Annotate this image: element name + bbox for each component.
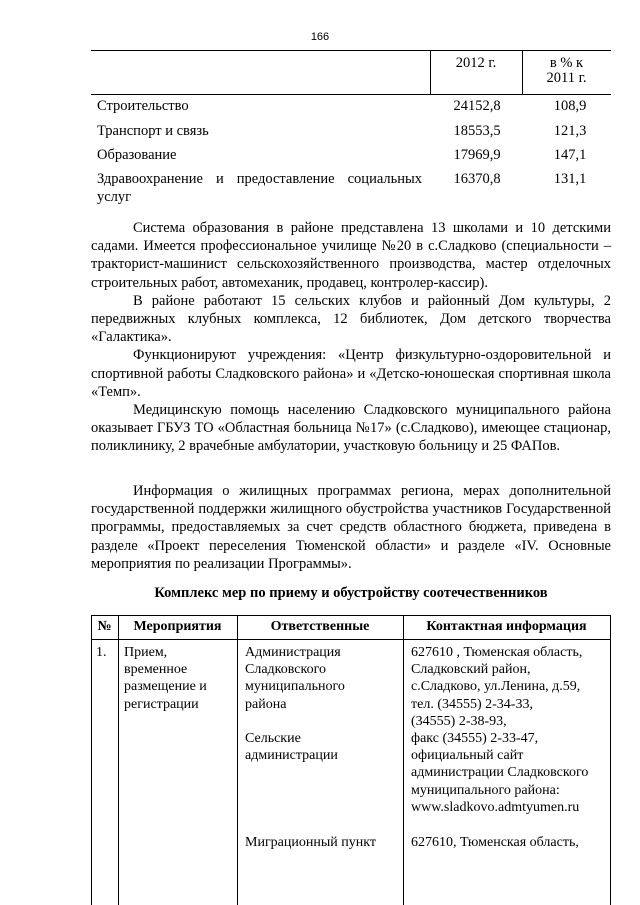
table-row	[91, 170, 611, 206]
activity-cell: Прием, временное размещение и регистрации	[124, 645, 207, 712]
measures-table	[91, 615, 611, 905]
header-contact: Контактная информация	[426, 619, 587, 634]
row-percent: 131,1	[553, 171, 587, 187]
paragraph-medicine: Медицинскую помощь населению Сладковского муниципального района оказывает ГБУЗ ТО «Областная больница №17» (с.Сладково), имеющее стационар, поликлинику, 2 врачебные амбулатории, участковую больницу и 25 ФАПов.	[91, 402, 611, 455]
column-border	[237, 615, 238, 905]
row-percent: 121,3	[553, 123, 587, 139]
row-value: 24152,8	[453, 98, 501, 114]
responsible-migration-point: Миграционный пункт	[245, 835, 376, 850]
table-row	[91, 97, 611, 119]
table-top-rule	[91, 50, 611, 51]
contact-cell: 627610 , Тюменская область, Сладковский район, с.Сладково, ул.Ленина, д.59, тел. (34555) 2-34-33, (34555) 2-38-93, факс (34555) 2-33-47, официальный сайт администрации Сладковского муниципального района: www.sladkovo.admtyumen.ru	[411, 645, 589, 815]
paragraph-housing: Информация о жилищных программах региона, мерах дополнительной государственной поддержки жилищного обустройства участников Государственной программы, предоставляемых за счет средств областного бюджета, приведена в разделе «Проект переселения Тюменской области» и разделе «IV. Основные мероприятия по реализации Программы».	[91, 483, 611, 572]
column-border	[610, 615, 611, 905]
section-heading: Комплекс мер по приему и обустройству соотечественников	[154, 585, 548, 601]
responsible-rural-administrations: Сельские администрации	[245, 731, 338, 764]
paragraph-culture: В районе работают 15 сельских клубов и районный Дом культуры, 2 передвижных клубных комплекса, 12 библиотек, Дом детского творчества «Галактика».	[91, 292, 611, 346]
row-label: Здравоохранение и предоставление социальных услуг	[97, 171, 422, 205]
row-label: Строительство	[97, 98, 189, 114]
header-bottom-rule	[91, 94, 611, 95]
table-row	[91, 122, 611, 144]
paragraph-block	[91, 219, 611, 456]
column-border	[403, 615, 404, 905]
page-number: 166	[310, 31, 330, 43]
header-number: №	[97, 619, 112, 634]
row-percent: 147,1	[553, 147, 587, 163]
row-value: 16370,8	[453, 171, 501, 187]
table-row	[91, 146, 611, 168]
row-value: 17969,9	[453, 147, 501, 163]
paragraph-sports: Функционируют учреждения: «Центр физкультурно-оздоровительной и спортивной работы Сладковского района» и «Детско-юношеская спортивная школа «Темп».	[91, 347, 611, 400]
column-header-percent: в % к 2011 г.	[546, 55, 587, 86]
column-header-year: 2012 г.	[455, 55, 497, 71]
row-value: 18553,5	[453, 123, 501, 139]
header-responsible: Ответственные	[270, 619, 370, 634]
paragraph-education: Система образования в районе представлена 13 школами и 10 детскими садами. Имеется профессиональное училище №20 в с.Сладково (специальности – тракторист-машинист сельскохозяйственного производства, мастер отделочных строительных работ, автомеханик, продавец, контролер-кассир).	[91, 220, 611, 291]
statistics-table	[91, 50, 611, 206]
column-border	[91, 615, 92, 905]
contact-cell-migration: 627610, Тюменская область,	[411, 835, 579, 850]
table-top-rule	[91, 615, 611, 616]
row-label: Транспорт и связь	[97, 123, 209, 139]
row-number: 1.	[96, 645, 107, 660]
row-label: Образование	[97, 147, 177, 163]
responsible-administration: Администрация Сладковского муниципального района	[245, 645, 345, 712]
paragraph-block	[91, 482, 611, 573]
row-percent: 108,9	[553, 98, 587, 114]
header-bottom-rule	[91, 639, 611, 640]
column-border	[118, 615, 119, 905]
header-activities: Мероприятия	[133, 619, 222, 634]
